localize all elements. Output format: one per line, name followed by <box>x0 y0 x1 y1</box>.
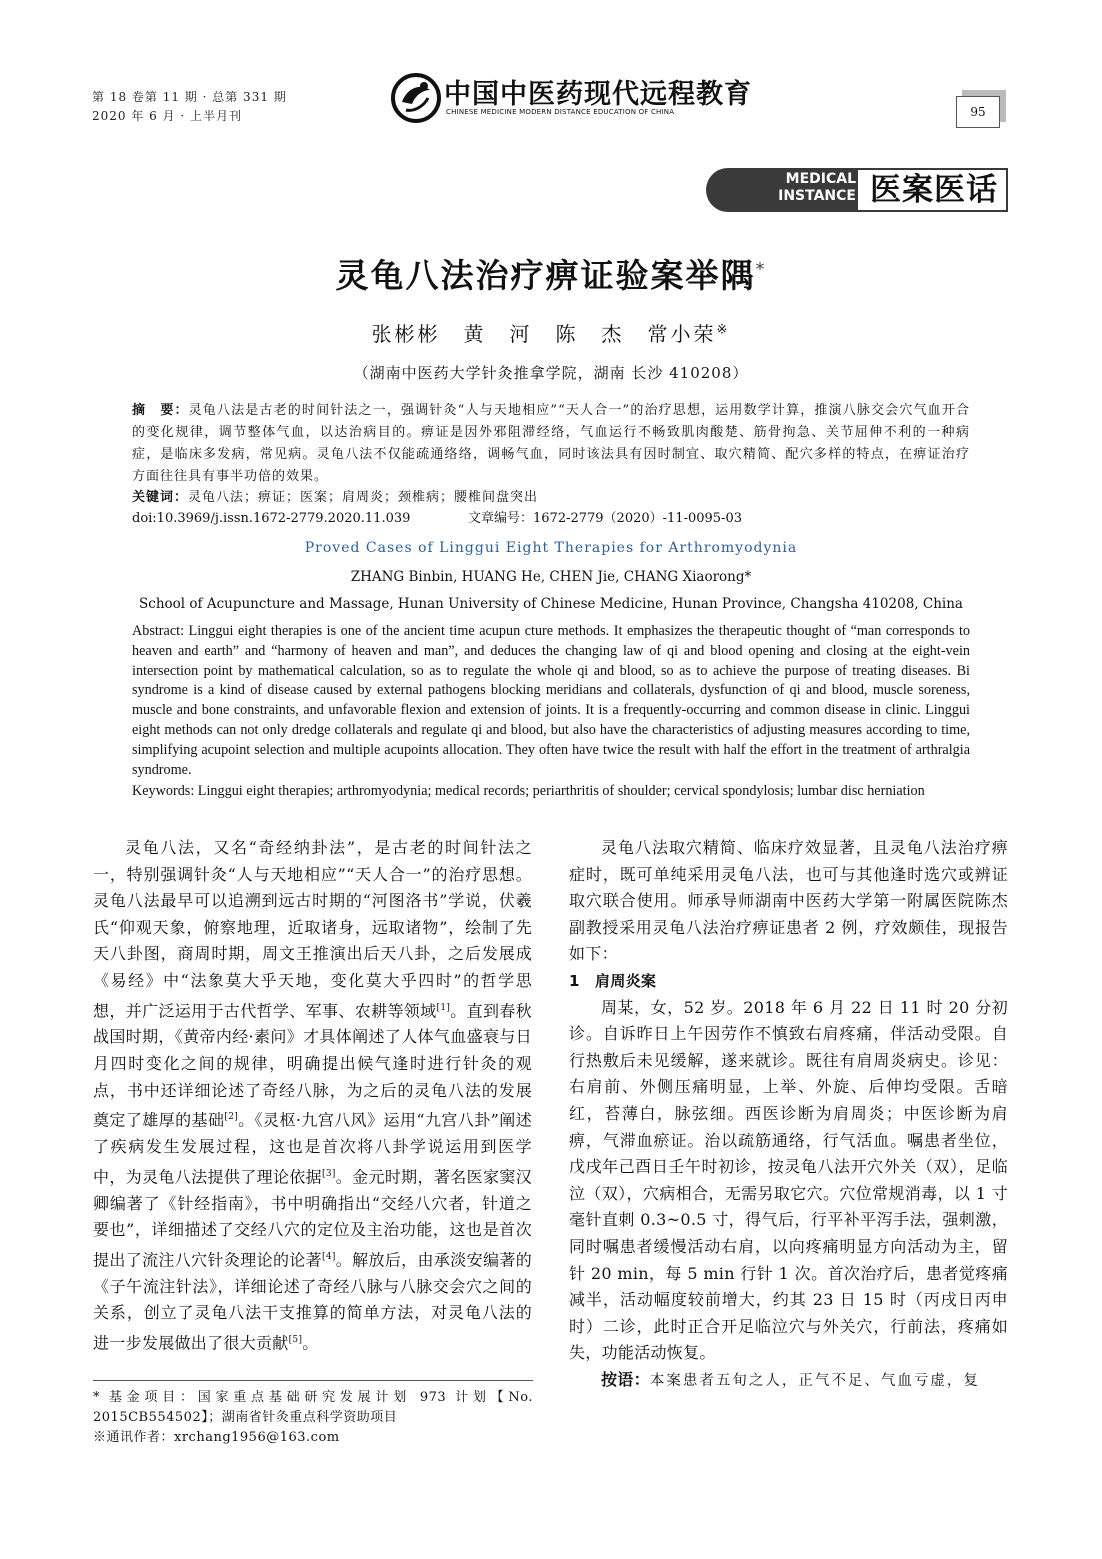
keywords-cn-text: 灵龟八法；痹证；医案；肩周炎；颈椎病；腰椎间盘突出 <box>188 490 539 505</box>
authors-en: ZHANG Binbin, HUANG He, CHEN Jie, CHANG Xiaorong* <box>350 569 752 585</box>
commentary-paragraph <box>569 1367 1008 1395</box>
case-1-paragraph: 周某，女，52 岁。2018 年 6 月 22 日 11 时 20 分初诊。自诉昨日上午因劳作不慎致右肩疼痛，伴活动受限。自行热敷后未见缓解，遂来就诊。既往有肩周炎病史。诊见：右肩前、外侧压痛明显，上举、外旋、后伸均受限。舌暗红，苔薄白，脉弦细。西医诊断为肩周炎；中医诊断为肩痹，气滞血瘀证。治以疏筋通络，行气活血。嘱患者坐位，戊戌年己酉日壬午时初诊，按灵龟八法开穴外关（双），足临泣（双），穴病相合，无需另取它穴。穴位常规消毒，以 1 寸毫针直刺 0.3~0.5 寸，得气后，行平补平泻手法，强刺激，同时嘱患者缓慢活动右肩，以向疼痛明显方向活动为主，留针 20 min，每 5 min 行针 1 次。首次治疗后，患者觉疼痛减半，活动幅度较前增大，约其 23 日 15 时（丙戌日丙申时）二诊，此时正合开足临泣穴与外关穴，行前法，疼痛如失，功能活动恢复。 <box>569 997 1008 1363</box>
footnote-corresponding: ※通讯作者：xrchang1956@163.com <box>93 1430 340 1445</box>
commentary-text: 本案患者五旬之人，正气不足、气血亏虚，复 <box>649 1372 980 1389</box>
title-fund-mark: * <box>755 259 767 280</box>
footnotes <box>93 1388 533 1448</box>
issue-info <box>92 88 287 126</box>
article-title: 灵龟八法治疗痹证验案举隅* <box>335 256 767 295</box>
commentary-label: 按语： <box>601 1369 650 1389</box>
journal-title-en: CHINESE MEDICINE MODERN DISTANCE EDUCATION OF CHINA <box>446 108 675 116</box>
abstract-label: 摘 要： <box>132 403 189 418</box>
issue-date: 2020 年 6 月 · 上半月刊 <box>92 109 243 123</box>
article-number: 文章编号：1672-2779（2020）-11-0095-03 <box>468 511 742 526</box>
abstract-cn <box>132 400 970 488</box>
section-banner-cn: 医案医话 <box>870 172 998 208</box>
article-title-en: Proved Cases of Linggui Eight Therapies for Arthromyodynia <box>304 540 798 556</box>
reference-1[interactable]: [1] <box>436 1002 451 1013</box>
section-banner-en-2: INSTANCE <box>778 188 856 204</box>
reference-2[interactable]: [2] <box>224 1112 239 1123</box>
reference-3[interactable]: [3] <box>322 1168 336 1179</box>
body-column-left <box>93 835 532 1357</box>
section-banner <box>706 168 1008 212</box>
footnote-fund: * 基金项目：国家重点基础研究发展计划 973 计划【No. 2015CB554502】；湖南省针灸重点科学资助项目 <box>93 1390 533 1425</box>
page-number: 95 <box>956 96 1000 128</box>
corresponding-mark: ※ <box>716 322 731 338</box>
section-heading-1: 1 肩周炎案 <box>569 971 657 990</box>
authors: 张彬彬 黄 河 陈 杰 常小荣※ <box>371 322 731 346</box>
affiliation: （湖南中医药大学针灸推拿学院，湖南 长沙 410208） <box>353 364 749 382</box>
keywords-cn <box>132 488 970 508</box>
body-column-right <box>569 835 1008 1394</box>
doi: doi:10.3969/j.issn.1672-2779.2020.11.039 <box>132 511 411 526</box>
keywords-label: 关键词： <box>132 490 189 505</box>
abstract-en: Abstract: Linggui eight therapies is one of the ancient time acupun cture methods. It emphasizes the therapeutic thought of “man corresponds to heaven and earth” and “harmony of heaven and man”, and deduces the changing law of qi and blood opening and closing at the eight-vein intersection point by mathematical calculation, so as to regulate the whole qi and blood, so as to achieve the purpose of treating diseases. Bi syndrome is a kind of disease caused by external pathogens blocking meridians and collaterals, dysfunction of qi and blood, muscle soreness, muscle and bone constraints, and unfavorable flexion and extension of joints. It is a frequently-occurring and common disease in clinic. Linggui eight methods can not only dredge collaterals and regulate qi and blood, but also have the characteristics of adjusting measures according to time, simplifying acupoint selection and multiple acupoints allocation. They often have twice the result with half the effort in the treatment of arthralgia syndrome. <box>132 623 970 778</box>
body-paragraph-2: 灵龟八法取穴精简、临床疗效显著，且灵龟八法治疗痹症时，既可单纯采用灵龟八法，也可与其他逢时选穴或辨证取穴联合使用。师承导师湖南中医药大学第一附属医院陈杰副教授采用灵龟八法治疗痹证患者 2 例，疗效颇佳，现报告如下： <box>569 838 1008 964</box>
body-paragraph-1: 灵龟八法，又名“奇经纳卦法”，是古老的时间针法之一，特别强调针灸“人与天地相应”“天人合一”的治疗思想。灵龟八法最早可以追溯到远古时期的“河图洛书”学说，伏羲氏“仰观天象，俯察地理，近取诸身，远取诸物”，绘制了先天八卦图，商周时期，周文王推演出后天八卦，之后发展成《易经》中“法象莫大乎天地，变化莫大乎四时”的哲学思想，并广泛运用于古代哲学、军事、农耕等领域[1]。直到春秋战国时期，《黄帝内经·素问》才具体阐述了人体气血盛衰与日月四时变化之间的规律，明确提出候气逢时进行针灸的观点，书中还详细论述了奇经八脉，为之后的灵龟八法的发展奠定了雄厚的基础[2]。《灵枢·九宫八风》运用“九宫八卦”阐述了疾病发生发展过程，这也是首次将八卦学说运用到医学中，为灵龟八法提供了理论依据[3]。金元时期，著名医家窦汉卿编著了《针经指南》，书中明确指出“交经八穴者，针道之要也”，详细描述了交经八穴的定位及主治功能，这也是首次提出了流注八穴针灸理论的论著[4]。解放后，由承淡安编著的《子午流注针法》，详细论述了奇经八脉与八脉交会穴之间的关系，创立了灵龟八法干支推算的简单方法，对灵龟八法的进一步发展做出了很大贡献[5]。 <box>93 838 532 1353</box>
journal-logo-icon <box>390 72 442 124</box>
reference-4[interactable]: [4] <box>322 1251 336 1262</box>
abstract-cn-text: 灵龟八法是古老的时间针法之一，强调针灸“人与天地相应”“天人合一”的治疗思想，运用数学计算，推演八脉交会穴气血开合的变化规律，调节整体气血，以达治病目的。痹证是因外邪阻滞经络，气血运行不畅致肌肉酸楚、筋骨拘急、关节屈伸不利的一种病症，是临床多发病，常见病。灵龟八法不仅能疏通络络，调畅气血，同时该法具有因时制宜、取穴精简、配穴多样的特点，在痹证治疗方面往往具有事半功倍的效果。 <box>132 403 970 484</box>
affiliation-en: School of Acupuncture and Massage, Hunan University of Chinese Medicine, Hunan Province, Changsha 410208, China <box>139 596 963 612</box>
section-banner-en-1: MEDICAL <box>785 171 856 187</box>
keywords-en: Keywords: Linggui eight therapies; arthromyodynia; medical records; periarthritis of shoulder; cervical spondylosis; lumbar disc herniation <box>132 783 925 799</box>
issue-volume: 第 18 卷第 11 期 · 总第 331 期 <box>92 90 287 104</box>
footnote-divider <box>93 1380 533 1381</box>
journal-title-cn: 中国中医药现代远程教育 <box>444 79 752 110</box>
reference-5[interactable]: [5] <box>288 1335 303 1345</box>
